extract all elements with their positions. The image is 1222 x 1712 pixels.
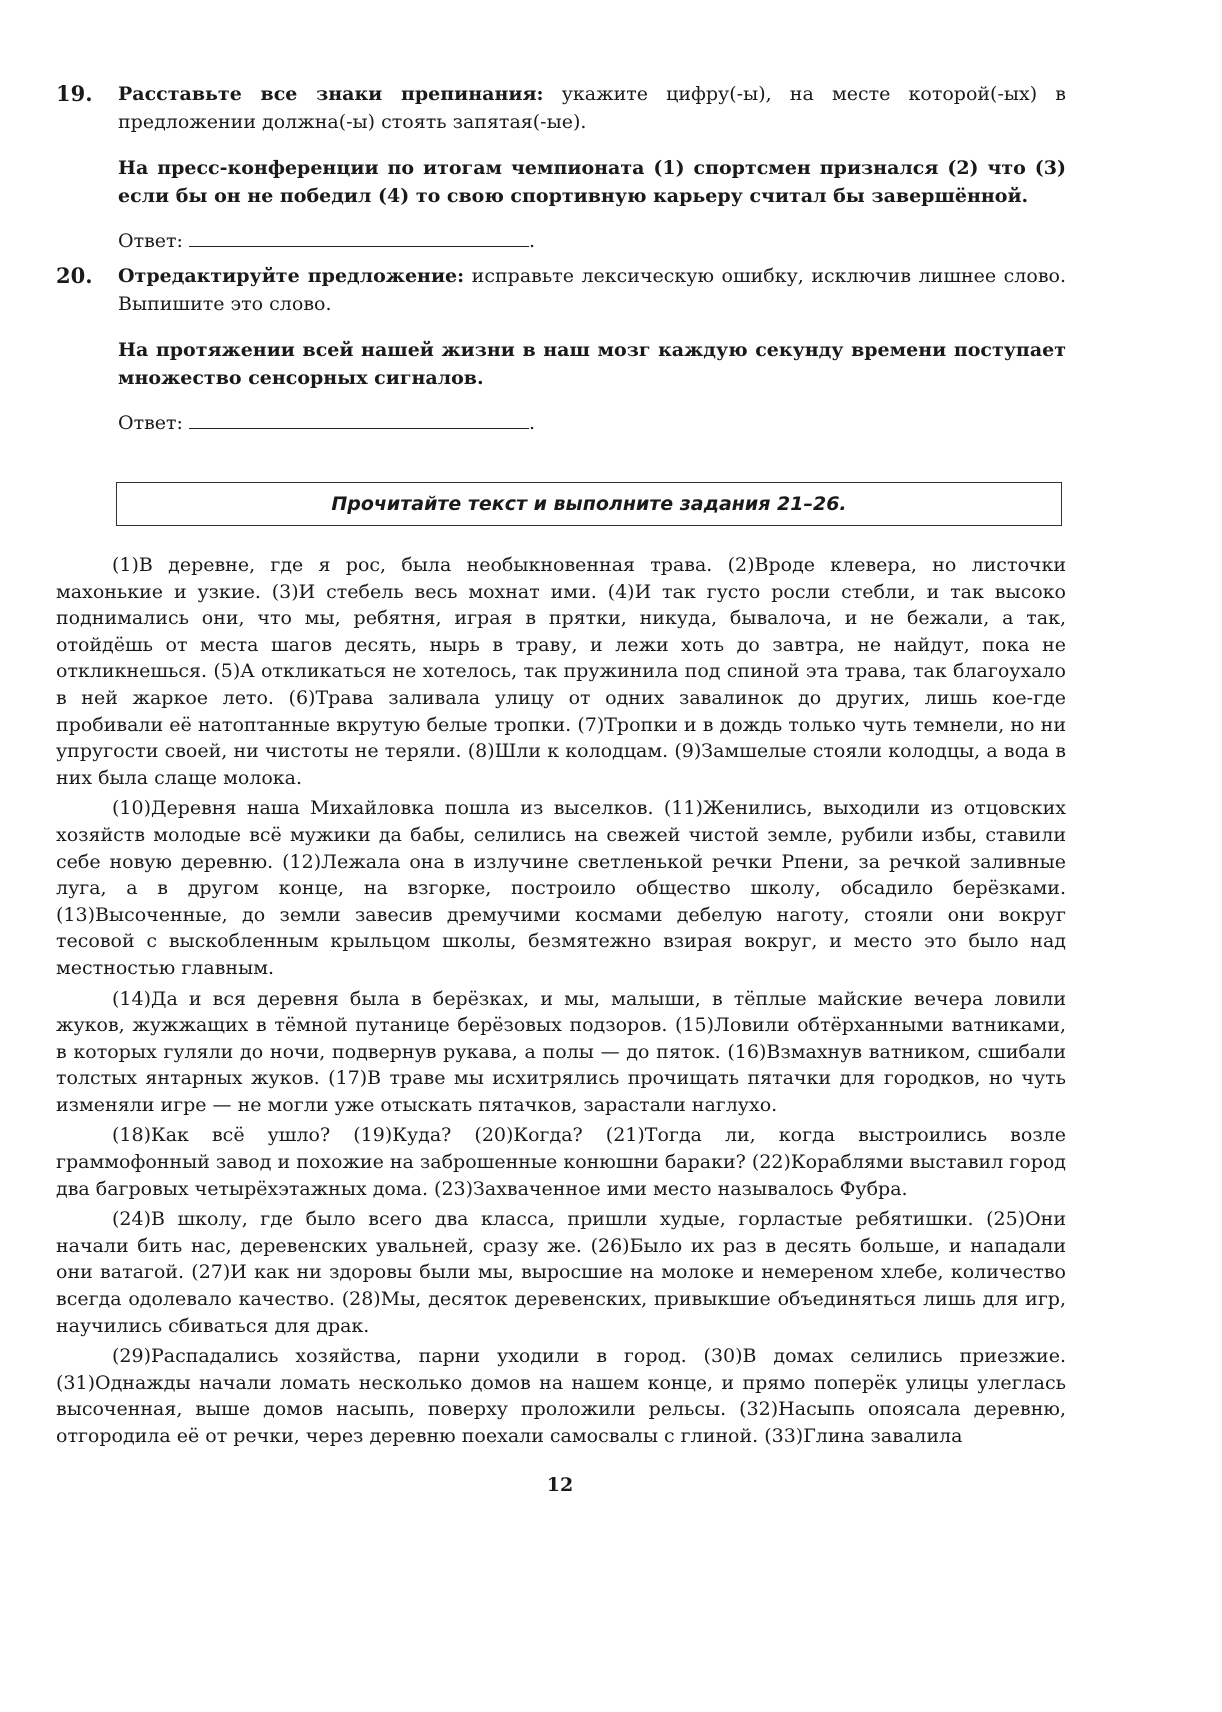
answer-row — [118, 226, 1066, 255]
banner-text: Прочитайте текст и выполните задания 21–26. — [331, 493, 847, 515]
answer-field[interactable] — [189, 408, 529, 429]
paragraph: (14)Да и вся деревня была в берёзках, и мы, малыши, в тёплые майские вечера ловили жуков, жужжащих в тёмной путанице берёзовых подзоров. (15)Ловили обтёрханными ватниками, в которых гуляли до ночи, подвернув рукава, а полы — до пяток. (16)Взмахнув ватником, сшибали толстых янтарных жуков. (17)В траве мы исхитрялись прочищать пятачки для городков, но чуть изменяли игре — не могли уже отыскать пятачков, зарастали наглухо. — [56, 987, 1066, 1116]
task-instruction — [118, 80, 1066, 136]
answer-field[interactable] — [189, 226, 529, 247]
answer-row — [118, 408, 1066, 437]
paragraph: (24)В школу, где было всего два класса, пришли худые, горластые ребятишки. (25)Они начали бить нас, деревенских увальней, сразу же. (26)Было их раз в десять больше, и нападали они ватагой. (27)И как ни здоровы были мы, выросшие на молоке и немереном хлебе, количество всегда одолевало качество. (28)Мы, десяток деревенских, привыкшие объединяться лишь для игр, научились сбиваться для драк. — [56, 1208, 1066, 1337]
task-lead: Расставьте все знаки препинания: — [118, 83, 544, 105]
answer-label: Ответ: — [118, 412, 183, 434]
task-number: 19. — [56, 81, 93, 106]
answer-end: . — [528, 412, 535, 434]
task-instruction-text: укажите цифру(-ы), на месте которой(-ых) в предложении должна(-ы) стоять запятая(-ые). — [118, 83, 1066, 133]
paragraph: (18)Как всё ушло? (19)Куда? (20)Когда? (21)Тогда ли, когда выстроились возле граммофонный завод и похожие на заброшенные конюшни бараки? (22)Кораблями выставил город два багровых четырёхэтажных дома. (23)Захваченное ими место называлось Фубра. — [56, 1124, 1066, 1200]
page-number: 12 — [546, 1474, 574, 1496]
paragraph: (10)Деревня наша Михайловка пошла из выселков. (11)Женились, выходили из отцовских хозяйств молодые всё мужики да бабы, селились на свежей чистой земле, рубили избы, ставили себе новую деревню. (12)Лежала она в излучине светленькой речки Рпени, за речкой заливные луга, а в другом конце, на взгорке, построило общество школу, обсадило берёзками. (13)Высоченные, до земли завесив дремучими космами дебелую наготу, стояли они вокруг тесовой с выскобленным крыльцом школы, безмятежно взирая вокруг, и место это было над местностью главным. — [56, 797, 1066, 979]
reading-banner — [116, 482, 1062, 526]
task-instruction-text: исправьте лексическую ошибку, исключив лишнее слово. Выпишите это слово. — [118, 265, 1066, 315]
task-sentence: На пресс-конференции по итогам чемпионата (1) спортсмен признался (2) что (3) если бы он не победил (4) то свою спортивную карьеру считал бы завершённой. — [118, 157, 1066, 207]
task-number: 20. — [56, 263, 93, 288]
answer-end: . — [528, 230, 535, 252]
task-sentence: На протяжении всей нашей жизни в наш мозг каждую секунду времени поступает множество сенсорных сигналов. — [118, 339, 1066, 389]
paragraph: (1)В деревне, где я рос, была необыкновенная трава. (2)Вроде клевера, но листочки махонькие и узкие. (3)И стебель весь мохнат ими. (4)И так густо росли стебли, и так высоко поднимались они, что мы, ребятня, играя в прятки, никуда, бывалоча, и не бежали, а так, отойдёшь от места шагов десять, нырь в траву, и лежи хоть до завтра, не найдут, пока не откликнешься. (5)А откликаться не хотелось, так пружинила под спиной эта трава, так благоухало в ней жаркое лето. (6)Трава заливала улицу от одних завалинок до других, лишь кое-где пробивали её натоптанные вкрутую белые тропки. (7)Тропки и в дождь только чуть темнели, но ни упругости своей, ни чистоты не теряли. (8)Шли к колодцам. (9)Замшелые стояли колодцы, а вода в них была слаще молока. — [56, 554, 1066, 789]
task-instruction — [118, 262, 1066, 318]
paragraph: (29)Распадались хозяйства, парни уходили в город. (30)В домах селились приезжие. (31)Однажды начали ломать несколько домов на нашем конце, и прямо поперёк улицы улеглась высоченная, выше домов насыпь, поверху проложили рельсы. (32)Насыпь опоясала деревню, отгородила её от речки, через деревню поехали самосвалы с глиной. (33)Глина завалила — [56, 1345, 1066, 1447]
task-20 — [56, 262, 1066, 437]
task-lead: Отредактируйте предложение: — [118, 265, 465, 287]
task-19 — [56, 80, 1066, 255]
answer-label: Ответ: — [118, 230, 183, 252]
reading-text — [56, 552, 1066, 1454]
